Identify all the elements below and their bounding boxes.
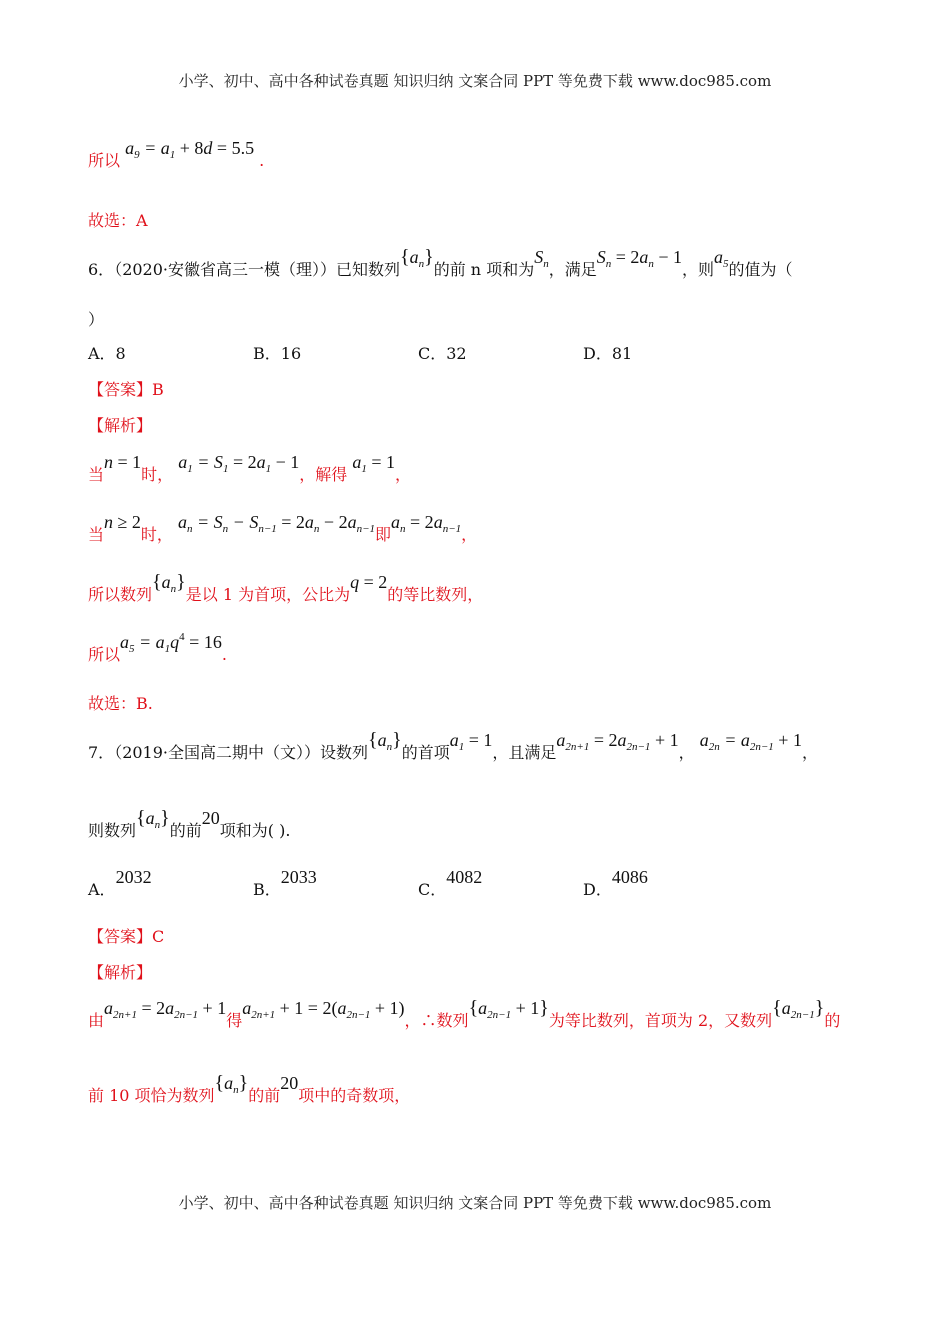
q6-stem-close: ） [88,310,105,329]
q7-step-1: 由$a_{2n+1} = 2a_{2n-1} + 1$得$a_{2n+1} + 1 = 2(a_{2n-1} + 1)$，∴数列$\{a_{2n-1} + 1\}$为等比数列，首项为 2，又数列$\{a_{2n-1}\}$的 [88,997,841,1030]
q7-option-b[interactable]: B．2033 [253,867,317,899]
q6-step-2: 当n ≥ 2时， $a_n = S_n - S_{n-1} = 2a_n - 2a_{n-1}$即$a_n = 2a_{n-1}$， [88,512,478,544]
page-footer: 小学、初中、高中各种试卷真题 知识归纳 文案合同 PPT 等免费下载 www.doc985.com [178,1194,772,1212]
q6-option-c[interactable]: C．32 [418,344,467,363]
q6-analysis-label: 【解析】 [88,416,153,435]
prev-answer: 故选：A [88,211,148,230]
q6-step-1: 当n = 1时， $a_1 = S_1 = 2a_1 - 1$，解得 $a_1 = 1$， [88,452,412,484]
q7-step-2: 前 10 项恰为数列$\{a_n\}$的前20项中的奇数项， [88,1072,411,1105]
q7-option-a[interactable]: A．2032 [88,867,152,899]
q6-answer: 【答案】B [88,380,164,399]
q6-option-b[interactable]: B．16 [253,344,302,363]
page-header: 小学、初中、高中各种试卷真题 知识归纳 文案合同 PPT 等免费下载 www.doc985.com [178,72,772,90]
q6-stem: 6．（2020·安徽省高三一模（理））已知数列$\{a_n\}$的前 n 项和为$S_n$，满足$S_n = 2a_n - 1$，则$a_5$的值为（ [88,246,793,279]
q6-option-a[interactable]: A．8 [88,344,126,363]
q6-step-4: 所以$a_5 = a_1q^4 = 16$. [88,631,227,664]
q7-option-d[interactable]: D．4086 [583,867,648,899]
prev-conclusion: 所以 $a_9 = a_1 + 8d = 5.5$ . [88,138,265,170]
q7-stem: 7．（2019·全国高二期中（文））设数列$\{a_n\}$的首项$a_1 = 1$，且满足$a_{2n+1} = 2a_{2n-1} + 1$， $a_{2n} = a_{2n-1} + 1$， [88,729,818,762]
q7-answer: 【答案】C [88,927,165,946]
q6-final: 故选：B. [88,694,153,713]
q7-analysis-label: 【解析】 [88,963,153,982]
q7-option-c[interactable]: C．4082 [418,867,483,899]
q6-step-3: 所以数列$\{a_n\}$是以 1 为首项，公比为q = 2的等比数列， [88,571,484,604]
q7-stem-2: 则数列$\{a_n\}$的前20项和为( ). [88,807,291,840]
q6-option-d[interactable]: D．81 [583,344,633,363]
